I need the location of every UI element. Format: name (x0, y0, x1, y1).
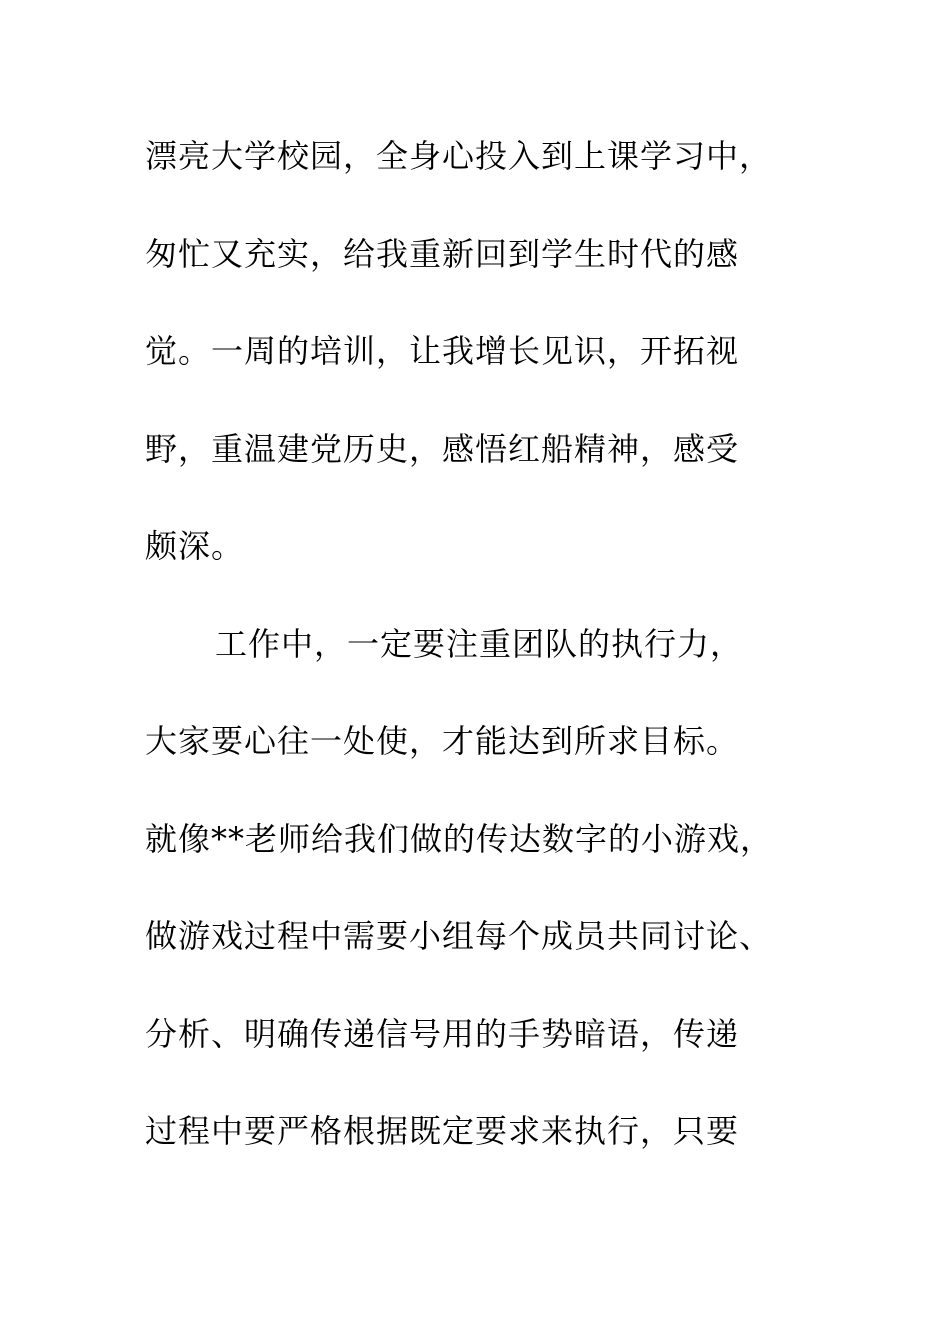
text-line: 过程中要严格根据既定要求来执行，只要 (145, 1112, 740, 1150)
text-line: 野，重温建党历史，感悟红船精神，感受 (145, 429, 740, 468)
document-body (145, 126, 825, 1199)
text-line: 漂亮大学校园，全身心投入到上课学习中， (145, 137, 773, 175)
text-line: 匆忙又充实，给我重新回到学生时代的感 (145, 234, 740, 273)
text-line: 做游戏过程中需要小组每个成员共同讨论、 (145, 917, 773, 955)
text-line: 分析、明确传递信号用的手势暗语，传递 (145, 1014, 740, 1053)
text-line: 大家要心往一处使，才能达到所求目标。 (145, 722, 740, 760)
text-line: 觉。一周的培训，让我增长见识，开拓视 (145, 332, 740, 370)
text-line: 颇深。 (145, 527, 245, 565)
paragraph-first-line: 工作中，一定要注重团队的执行力， (215, 624, 744, 663)
text-line: 就像**老师给我们做的传达数字的小游戏， (145, 819, 774, 858)
